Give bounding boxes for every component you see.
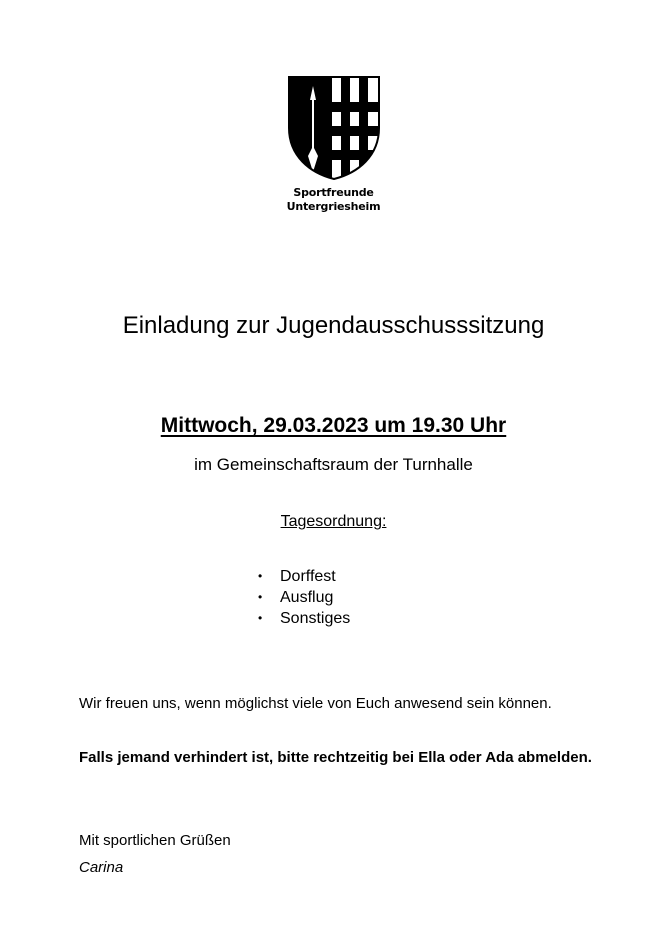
- signature: Carina: [79, 859, 124, 876]
- welcome-paragraph: Wir freuen uns, wenn möglichst viele von Euch anwesend sein können.: [79, 695, 552, 712]
- agenda-list: [256, 566, 350, 629]
- meeting-date-time-text: Mittwoch, 29.03.2023 um 19.30 Uhr: [160, 414, 507, 437]
- meeting-date-time: [0, 412, 667, 440]
- agenda-heading: [0, 511, 667, 532]
- agenda-item: [256, 587, 350, 608]
- club-name-line1: Sportfreunde: [293, 186, 374, 199]
- bullet-icon: •: [258, 569, 263, 583]
- club-name-line2: Untergriesheim: [286, 200, 381, 213]
- bullet-icon: •: [258, 611, 263, 625]
- agenda-heading-text: Tagesordnung:: [280, 513, 387, 530]
- absence-notice-paragraph: Falls jemand verhindert ist, bitte rechtzeitig bei Ella oder Ada abmelden.: [79, 749, 592, 766]
- agenda-item: [256, 566, 350, 587]
- agenda-item-label: Dorffest: [280, 568, 336, 585]
- club-name: [0, 186, 667, 214]
- invitation-title: Einladung zur Jugendausschusssitzung: [122, 312, 545, 339]
- bullet-icon: •: [258, 590, 263, 604]
- closing-greeting: Mit sportlichen Grüßen: [79, 832, 231, 849]
- meeting-location: im Gemeinschaftsraum der Turnhalle: [194, 455, 473, 474]
- agenda-item: [256, 608, 350, 629]
- agenda-item-label: Ausflug: [280, 589, 334, 606]
- agenda-item-label: Sonstiges: [280, 610, 351, 627]
- club-logo: [0, 76, 667, 214]
- club-shield-icon: [288, 76, 380, 180]
